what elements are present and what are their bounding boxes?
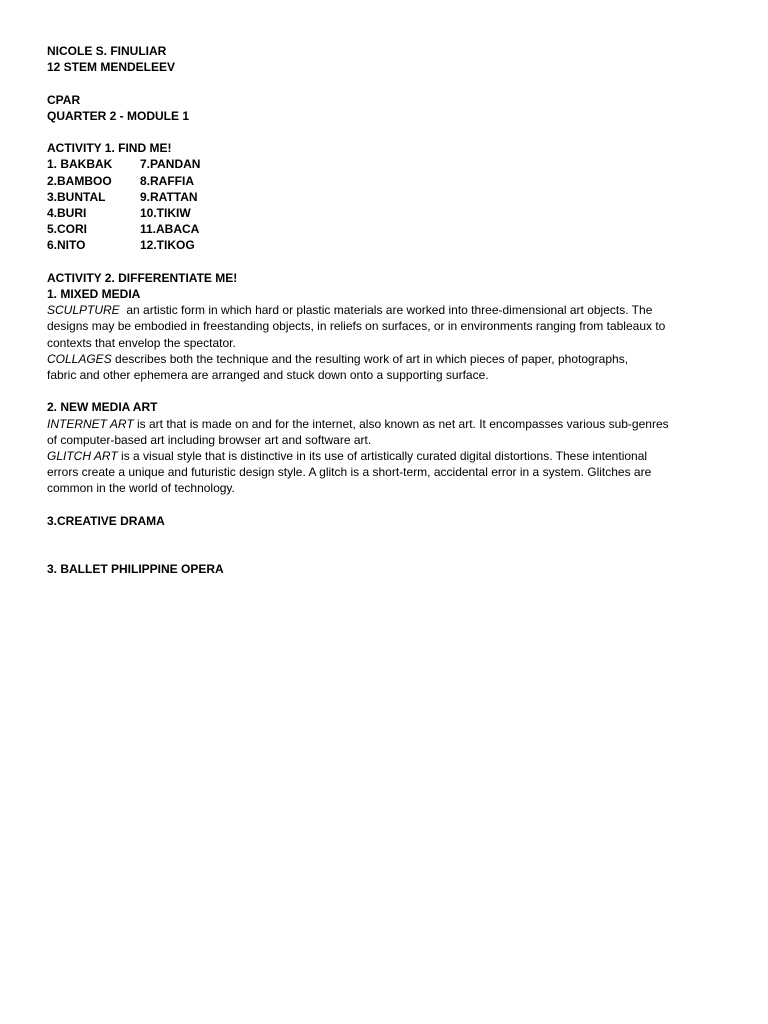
list-item-left: 1. BAKBAK [47,157,113,172]
ballet-heading: 3. BALLET PHILIPPINE OPERA [47,562,224,577]
list-item-left: 6.NITO [47,238,86,253]
creative-drama-heading: 3.CREATIVE DRAMA [47,513,165,528]
internet-art-line-1 [47,416,727,432]
new-media-heading: 2. NEW MEDIA ART [47,400,158,415]
list-item-right: 12.TIKOG [140,238,195,253]
glitch-art-text: is a visual style that is distinctive in its use of artistically curated digital distortions. These intentional [117,449,648,464]
list-item-left: 4.BURI [47,206,87,220]
list-item-right: 9.RATTAN [140,189,198,204]
sculpture-line-3: contexts that envelop the spectator. [47,335,236,350]
activity1-list [47,156,727,253]
list-item [47,205,727,221]
activity2-title: ACTIVITY 2. DIFFERENTIATE ME! [47,270,238,285]
collages-term: COLLAGES [47,351,112,366]
list-item-left: 3.BUNTAL [47,189,106,204]
list-item-right: 7.PANDAN [140,157,201,172]
list-item-left: 2.BAMBOO [47,173,112,188]
glitch-art-line-1 [47,448,727,464]
glitch-art-line-3: common in the world of technology. [47,481,235,496]
list-item-right: 11.ABACA [140,222,200,237]
student-name: NICOLE S. FINULIAR [47,44,167,58]
list-item [47,189,727,205]
internet-art-text: is art that is made on and for the internet, also known as net art. It encompasses various sub-genres [133,416,669,431]
list-item-left: 5.CORI [47,222,88,237]
collages-line-1 [47,351,727,367]
sculpture-text: an artistic form in which hard or plastic materials are worked into three-dimensional art objects. The [119,303,653,318]
list-item [47,173,727,189]
sculpture-line-1 [47,302,727,318]
list-item [47,221,727,237]
glitch-art-term: GLITCH ART [47,449,118,464]
activity1-title: ACTIVITY 1. FIND ME! [47,141,172,156]
collages-text: describes both the technique and the resulting work of art in which pieces of paper, photographs, [111,351,629,366]
list-item-right: 10.TIKIW [140,206,191,220]
sculpture-line-2: designs may be embodied in freestanding objects, in reliefs on surfaces, or in environments ranging from tableaux to [47,319,666,334]
document-content [47,43,727,578]
collages-line-2: fabric and other ephemera are arranged and stuck down onto a supporting surface. [47,368,489,383]
module-title: QUARTER 2 - MODULE 1 [47,108,190,123]
glitch-art-line-2: errors create a unique and futuristic design style. A glitch is a short-term, accidental error in a system. Glitches are [47,465,652,480]
list-item [47,237,727,253]
internet-art-term: INTERNET ART [47,416,134,431]
subject-title: CPAR [47,92,81,107]
list-item-right: 8.RAFFIA [140,173,194,188]
internet-art-line-2: of computer-based art including browser art and software art. [47,432,372,447]
list-item [47,156,727,172]
mixed-media-heading: 1. MIXED MEDIA [47,287,141,301]
sculpture-term: SCULPTURE [47,303,120,318]
student-section: 12 STEM MENDELEEV [47,60,176,75]
